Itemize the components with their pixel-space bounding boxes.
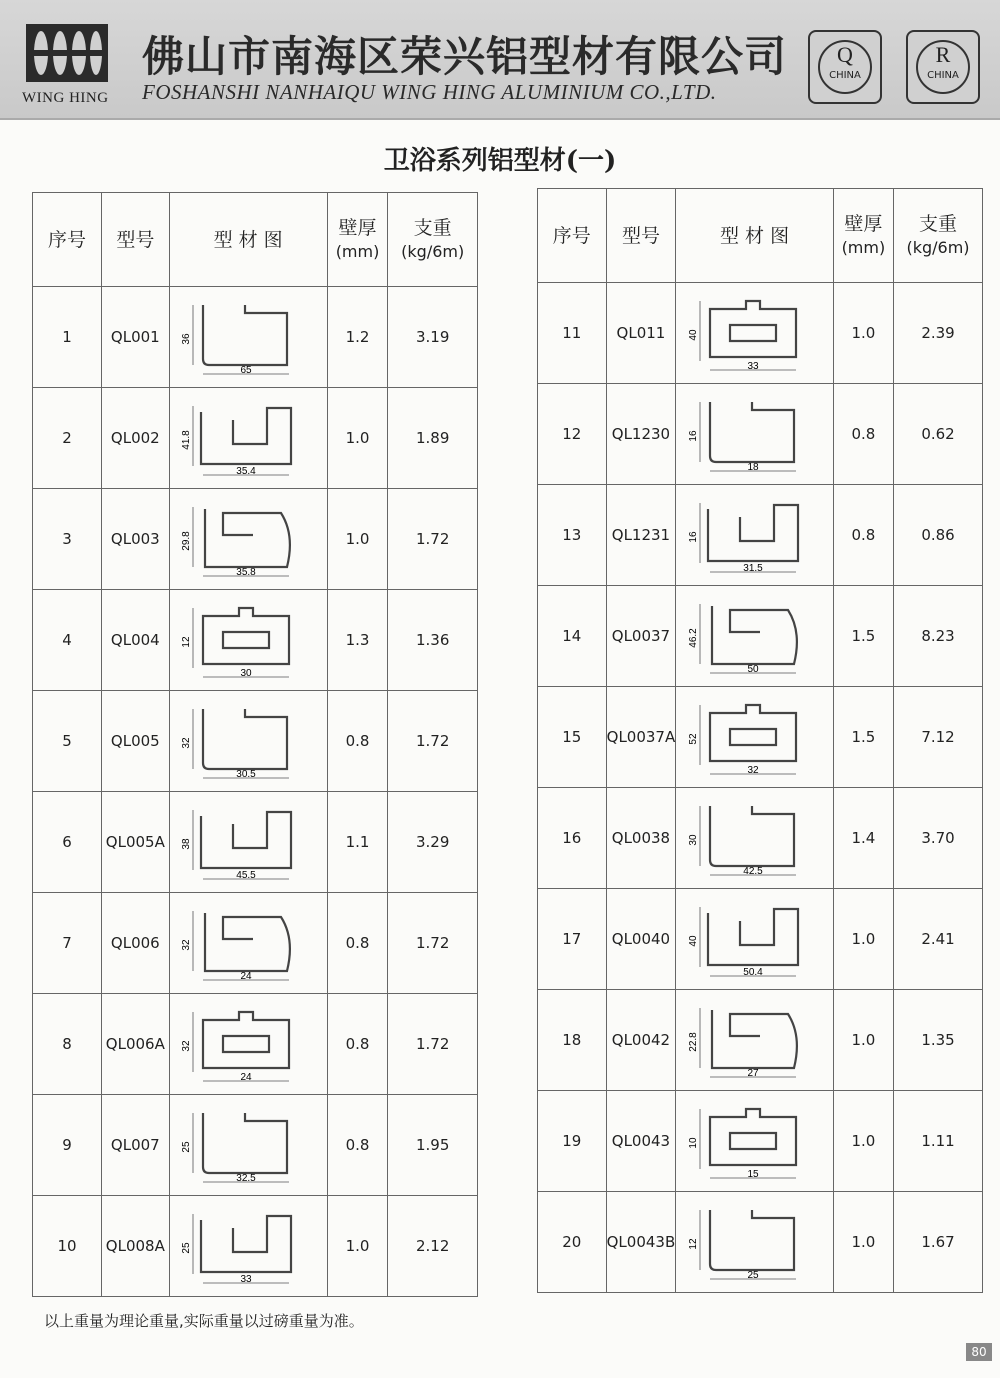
- header-weight-unit: (kg/6m): [906, 237, 970, 257]
- profile-outline: [203, 1113, 287, 1173]
- table-row: [538, 283, 983, 384]
- profile-drawing-icon: [687, 289, 820, 377]
- row-drawing: [676, 1091, 833, 1192]
- quality-badge: [808, 30, 882, 104]
- profile-drawing-icon: [183, 1000, 313, 1088]
- header-weight-label: 支重: [919, 212, 958, 235]
- profile-drawing-icon: [183, 697, 313, 785]
- header-drawing: 型 材 图: [676, 189, 833, 283]
- row-drawing: [676, 990, 833, 1091]
- dimension-label: 52: [687, 733, 699, 745]
- row-weight: 3.70: [894, 788, 983, 889]
- profile-outline: [203, 305, 287, 365]
- row-weight: 2.41: [894, 889, 983, 990]
- dimension-label: 29.8: [181, 531, 193, 551]
- dimension-label: 25: [181, 1141, 193, 1153]
- table-row: [538, 687, 983, 788]
- profile-outline: [201, 1216, 291, 1272]
- profile-outline: [203, 1012, 289, 1068]
- profile-outline: [205, 509, 290, 567]
- profile-outline: [710, 1109, 796, 1165]
- row-drawing: [676, 384, 833, 485]
- row-model: QL0043: [606, 1091, 676, 1192]
- dimension-label: 41.8: [181, 430, 193, 450]
- row-drawing: [676, 586, 833, 687]
- dimension-label: 30: [240, 668, 252, 679]
- dimension-label: 16: [687, 531, 699, 543]
- row-thickness: 0.8: [833, 384, 893, 485]
- profile-drawing-icon: [183, 596, 313, 684]
- row-drawing: [676, 687, 833, 788]
- dimension-label: 30.5: [236, 769, 256, 780]
- row-thickness: 1.0: [833, 990, 893, 1091]
- table-row: [33, 590, 478, 691]
- header-thickness-unit: (mm): [841, 237, 886, 257]
- table-row: [538, 485, 983, 586]
- row-weight: 1.67: [894, 1192, 983, 1293]
- row-drawing: [169, 691, 327, 792]
- dimension-label: 33: [747, 361, 759, 372]
- row-model: QL006: [102, 893, 170, 994]
- row-weight: 1.89: [388, 388, 478, 489]
- profile-drawing-icon: [687, 693, 820, 781]
- row-model: QL1230: [606, 384, 676, 485]
- row-thickness: 0.8: [327, 893, 388, 994]
- dimension-label: 12: [181, 636, 193, 648]
- profile-drawing-icon: [687, 390, 820, 478]
- row-thickness: 0.8: [327, 994, 388, 1095]
- spec-table-left: [32, 192, 478, 1297]
- row-model: QL0037: [606, 586, 676, 687]
- row-drawing: [676, 889, 833, 990]
- row-weight: 1.11: [894, 1091, 983, 1192]
- profile-outline: [205, 913, 290, 971]
- dimension-label: 32.5: [236, 1173, 256, 1184]
- profile-drawing-icon: [183, 1202, 313, 1290]
- row-thickness: 1.0: [833, 889, 893, 990]
- row-number: 3: [33, 489, 102, 590]
- table-header-row: [538, 189, 983, 283]
- row-drawing: [676, 283, 833, 384]
- header-thickness-label: 壁厚: [338, 216, 377, 239]
- dimension-label: 15: [747, 1169, 759, 1180]
- table-row: [33, 994, 478, 1095]
- dimension-label: 32: [747, 765, 759, 776]
- dimension-label: 33: [240, 1274, 252, 1285]
- row-drawing: [169, 489, 327, 590]
- row-weight: 2.12: [388, 1196, 478, 1297]
- profile-drawing-icon: [687, 996, 820, 1084]
- row-model: QL005: [102, 691, 170, 792]
- row-number: 9: [33, 1095, 102, 1196]
- row-number: 18: [538, 990, 607, 1091]
- profile-drawing-icon: [687, 1198, 820, 1286]
- table-row: [538, 586, 983, 687]
- row-drawing: [169, 388, 327, 489]
- header-no: 序号: [33, 193, 102, 287]
- dimension-label: 65: [240, 365, 252, 376]
- table-row: [33, 691, 478, 792]
- table-header-row: [33, 193, 478, 287]
- row-weight: 1.72: [388, 691, 478, 792]
- row-thickness: 1.0: [327, 489, 388, 590]
- dimension-label: 40: [687, 329, 699, 341]
- spec-table-right: [537, 188, 983, 1293]
- row-thickness: 1.0: [327, 388, 388, 489]
- dimension-label: 16: [687, 430, 699, 442]
- profile-drawing-icon: [183, 495, 313, 583]
- row-number: 13: [538, 485, 607, 586]
- badge-letter: Q: [837, 42, 853, 67]
- row-weight: 7.12: [894, 687, 983, 788]
- header-thickness-label: 壁厚: [844, 212, 883, 235]
- profile-outline: [201, 812, 291, 868]
- row-number: 12: [538, 384, 607, 485]
- dimension-label: 30: [687, 834, 699, 846]
- dimension-label: 27: [747, 1068, 759, 1079]
- dimension-label: 40: [687, 935, 699, 947]
- row-model: QL0042: [606, 990, 676, 1091]
- profile-outline: [201, 408, 291, 464]
- row-thickness: 1.1: [327, 792, 388, 893]
- profile-drawing-icon: [687, 895, 820, 983]
- dimension-label: 24: [240, 971, 252, 982]
- row-drawing: [169, 590, 327, 691]
- row-number: 1: [33, 287, 102, 388]
- header-thickness: [327, 193, 388, 287]
- dimension-label: 42.5: [742, 866, 763, 877]
- company-name-en: FOSHANSHI NANHAIQU WING HING ALUMINIUM CO.,LTD.: [142, 80, 717, 104]
- dimension-label: 25: [747, 1270, 759, 1281]
- dimension-label: 45.5: [236, 870, 256, 881]
- row-number: 7: [33, 893, 102, 994]
- header-weight: [388, 193, 478, 287]
- row-drawing: [169, 1095, 327, 1196]
- row-number: 8: [33, 994, 102, 1095]
- row-number: 6: [33, 792, 102, 893]
- header-weight-unit: (kg/6m): [401, 241, 465, 261]
- dimension-label: 35.4: [236, 466, 256, 477]
- table-row: [538, 788, 983, 889]
- row-model: QL001: [102, 287, 170, 388]
- header-model: 型号: [606, 189, 676, 283]
- row-weight: 0.86: [894, 485, 983, 586]
- row-weight: 1.35: [894, 990, 983, 1091]
- table-row: [33, 1095, 478, 1196]
- row-model: QL0040: [606, 889, 676, 990]
- table-row: [538, 1091, 983, 1192]
- row-thickness: 1.2: [327, 287, 388, 388]
- profile-outline: [710, 402, 794, 462]
- row-drawing: [676, 788, 833, 889]
- dimension-label: 50.4: [742, 967, 763, 978]
- table-row: [33, 792, 478, 893]
- profile-drawing-icon: [687, 794, 820, 882]
- row-weight: 1.36: [388, 590, 478, 691]
- dimension-label: 25: [181, 1242, 193, 1254]
- row-weight: 1.72: [388, 893, 478, 994]
- profile-drawing-icon: [183, 394, 313, 482]
- header-drawing: 型 材 图: [169, 193, 327, 287]
- header-no: 序号: [538, 189, 607, 283]
- row-drawing: [169, 893, 327, 994]
- row-thickness: 0.8: [327, 691, 388, 792]
- row-thickness: 1.0: [327, 1196, 388, 1297]
- profile-outline: [710, 301, 796, 357]
- table-row: [33, 489, 478, 590]
- table-row: [538, 1192, 983, 1293]
- row-drawing: [169, 287, 327, 388]
- row-number: 17: [538, 889, 607, 990]
- table-row: [538, 889, 983, 990]
- dimension-label: 31.5: [742, 563, 763, 574]
- profile-outline: [203, 608, 289, 664]
- row-weight: 0.62: [894, 384, 983, 485]
- header-model: 型号: [102, 193, 170, 287]
- row-thickness: 1.0: [833, 1192, 893, 1293]
- profile-outline: [708, 909, 798, 965]
- row-model: QL004: [102, 590, 170, 691]
- dimension-label: 12: [687, 1238, 699, 1250]
- company-name-cn: 佛山市南海区荣兴铝型材有限公司: [142, 32, 788, 81]
- row-number: 5: [33, 691, 102, 792]
- row-thickness: 1.0: [833, 283, 893, 384]
- row-number: 2: [33, 388, 102, 489]
- profile-outline: [710, 806, 794, 866]
- profile-drawing-icon: [687, 491, 820, 579]
- row-thickness: 1.0: [833, 1091, 893, 1192]
- logo-text: WING HING: [22, 90, 109, 106]
- row-drawing: [169, 792, 327, 893]
- row-drawing: [169, 1196, 327, 1297]
- dimension-label: 18: [747, 462, 759, 473]
- profile-drawing-icon: [687, 1097, 820, 1185]
- profile-drawing-icon: [687, 592, 820, 680]
- profile-drawing-icon: [183, 1101, 313, 1189]
- profile-outline: [712, 606, 797, 664]
- dimension-label: 32: [181, 1040, 193, 1052]
- row-weight: 3.29: [388, 792, 478, 893]
- row-model: QL007: [102, 1095, 170, 1196]
- row-model: QL0037A: [606, 687, 676, 788]
- dimension-label: 24: [240, 1072, 252, 1083]
- row-weight: 2.39: [894, 283, 983, 384]
- dimension-label: 50: [747, 664, 759, 675]
- row-number: 15: [538, 687, 607, 788]
- row-number: 4: [33, 590, 102, 691]
- dimension-label: 32: [181, 939, 193, 951]
- row-weight: 3.19: [388, 287, 478, 388]
- row-thickness: 1.3: [327, 590, 388, 691]
- wing-hing-logo-icon: [26, 24, 108, 82]
- row-thickness: 1.4: [833, 788, 893, 889]
- profile-drawing-icon: [183, 293, 313, 381]
- table-row: [33, 287, 478, 388]
- row-drawing: [169, 994, 327, 1095]
- row-drawing: [676, 485, 833, 586]
- row-model: QL0043B: [606, 1192, 676, 1293]
- dimension-label: 22.8: [687, 1032, 699, 1052]
- row-model: QL003: [102, 489, 170, 590]
- row-number: 19: [538, 1091, 607, 1192]
- header-thickness: [833, 189, 893, 283]
- header-weight: [894, 189, 983, 283]
- profile-drawing-icon: [183, 899, 313, 987]
- row-number: 16: [538, 788, 607, 889]
- table-row: [538, 384, 983, 485]
- header-weight-label: 支重: [413, 216, 452, 239]
- row-model: QL006A: [102, 994, 170, 1095]
- dimension-label: 10: [687, 1137, 699, 1149]
- profile-outline: [203, 709, 287, 769]
- dimension-label: 36: [181, 333, 193, 345]
- row-model: QL005A: [102, 792, 170, 893]
- profile-outline: [710, 1210, 794, 1270]
- row-model: QL1231: [606, 485, 676, 586]
- footer-note: 以上重量为理论重量,实际重量以过磅重量为准。: [44, 1312, 364, 1330]
- row-thickness: 0.8: [833, 485, 893, 586]
- badge-label: CHINA: [829, 70, 861, 81]
- row-drawing: [676, 1192, 833, 1293]
- dimension-label: 35.8: [236, 567, 256, 578]
- profile-outline: [708, 505, 798, 561]
- dimension-label: 32: [181, 737, 193, 749]
- registered-badge: [906, 30, 980, 104]
- table-row: [33, 388, 478, 489]
- row-weight: 8.23: [894, 586, 983, 687]
- page-number: 80: [966, 1343, 992, 1361]
- table-row: [33, 893, 478, 994]
- dimension-label: 38: [181, 838, 193, 850]
- row-model: QL002: [102, 388, 170, 489]
- row-thickness: 0.8: [327, 1095, 388, 1196]
- row-thickness: 1.5: [833, 687, 893, 788]
- row-number: 10: [33, 1196, 102, 1297]
- profile-drawing-icon: [183, 798, 313, 886]
- header-thickness-unit: (mm): [335, 241, 380, 261]
- badge-letter: R: [935, 42, 951, 67]
- table-row: [33, 1196, 478, 1297]
- row-model: QL011: [606, 283, 676, 384]
- page-title: 卫浴系列铝型材(一): [383, 146, 617, 176]
- table-row: [538, 990, 983, 1091]
- row-model: QL008A: [102, 1196, 170, 1297]
- badge-label: CHINA: [927, 70, 959, 81]
- row-number: 20: [538, 1192, 607, 1293]
- profile-outline: [710, 705, 796, 761]
- row-weight: 1.72: [388, 489, 478, 590]
- row-thickness: 1.5: [833, 586, 893, 687]
- page-header: [0, 0, 1000, 120]
- row-number: 14: [538, 586, 607, 687]
- row-model: QL0038: [606, 788, 676, 889]
- row-weight: 1.72: [388, 994, 478, 1095]
- row-number: 11: [538, 283, 607, 384]
- row-weight: 1.95: [388, 1095, 478, 1196]
- dimension-label: 46.2: [687, 628, 699, 648]
- profile-outline: [712, 1010, 797, 1068]
